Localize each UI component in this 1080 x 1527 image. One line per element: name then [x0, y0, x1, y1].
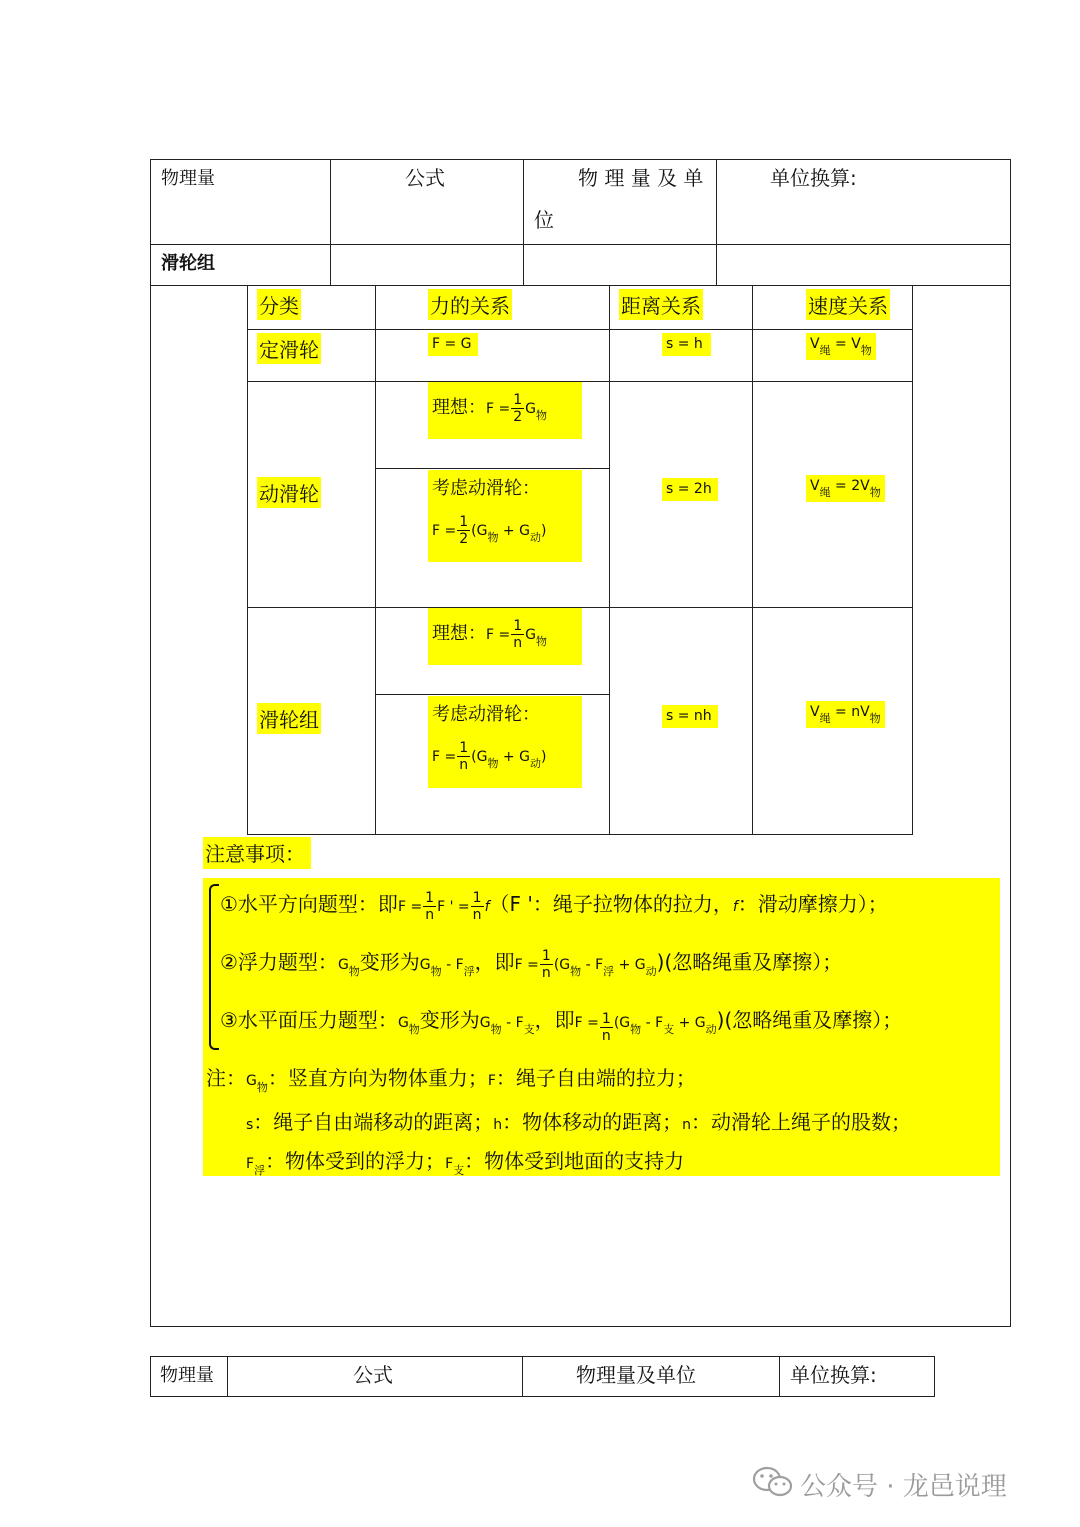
definition-line-2: s：绳子自由端移动的距离；h：物体移动的距离；n：动滑轮上绳子的股数；	[246, 1110, 912, 1134]
pulley-block-ideal-force: 理想：F = $\frac{1}{n}$ $G_物$	[428, 608, 582, 665]
pulley-block-real-force: 考虑动滑轮： F = $\frac{1}{n}$ $(G_物 + G_动)$	[428, 696, 582, 788]
fixed-pulley-speed: $V_绳 = V_物$	[806, 333, 876, 360]
header-quantity-unit-line2: 位	[534, 208, 554, 232]
movable-pulley-real-force: 考虑动滑轮： F = $\frac{1}{2}$ $(G_物 + G_动)$	[428, 470, 582, 562]
bottom-header-formula: 公式	[353, 1363, 393, 1387]
header-quantity: 物理量	[161, 168, 215, 189]
col-header-category: 分类	[257, 289, 301, 320]
wechat-icon	[752, 1465, 794, 1499]
col-header-speed: 速度关系	[806, 289, 890, 320]
pulley-block-speed: $V_绳 = nV_物$	[806, 701, 885, 728]
definition-line-3: $F_浮$：物体受到的浮力；$F_支$：物体受到地面的支持力	[246, 1149, 685, 1177]
bottom-header-conversion: 单位换算:	[790, 1363, 877, 1387]
fixed-pulley-distance: s = h	[662, 333, 711, 356]
fixed-pulley-label: 定滑轮	[257, 333, 321, 364]
definition-line-1: 注：$G_物$：竖直方向为物体重力；F：绳子自由端的拉力；	[206, 1066, 696, 1094]
movable-pulley-ideal-force: 理想：F = $\frac{1}{2}$ $G_物$	[428, 382, 582, 439]
bottom-header-quantity: 物理量	[160, 1365, 214, 1386]
note-item-1: ①水平方向题型：即F = $\frac{1}{n}$ F ' = $\frac{1}{n}$ f（F '：绳子拉物体的拉力，f：滑动摩擦力）；	[220, 890, 888, 923]
notes-box	[203, 878, 1000, 1176]
movable-pulley-distance: s = 2h	[662, 478, 718, 501]
notes-title: 注意事项：	[203, 837, 311, 869]
brace-icon	[209, 884, 219, 1050]
col-header-force: 力的关系	[428, 289, 512, 320]
fixed-pulley-force: F = G	[428, 333, 478, 356]
movable-pulley-speed: $V_绳 = 2V_物$	[806, 475, 885, 502]
watermark	[752, 1462, 1047, 1502]
movable-pulley-label: 动滑轮	[257, 477, 321, 508]
header-quantity-unit-line1: 物 理 量 及 单	[578, 166, 704, 190]
header-formula: 公式	[405, 166, 445, 190]
note-item-3: ③水平面压力题型：$G_物$变形为$G_物 - F_支$，即F = $\frac{1}{n}$ $(G_物 - F_支 + G_动)$(忽略绳重及摩擦）；	[220, 1008, 903, 1044]
header-conversion: 单位换算:	[770, 166, 857, 190]
bottom-header-quantity-unit: 物理量及单位	[576, 1363, 696, 1387]
pulley-block-label: 滑轮组	[257, 703, 321, 734]
note-item-2: ②浮力题型：$G_物$变形为$G_物 - F_浮$，即F = $\frac{1}{n}$ $(G_物 - F_浮 + G_动)$(忽略绳重及摩擦）；	[220, 948, 843, 981]
col-header-distance: 距离关系	[619, 289, 703, 320]
watermark-text: 公众号 · 龙邑说理	[800, 1472, 1007, 1502]
row-label-pulley-block: 滑轮组	[161, 253, 215, 274]
pulley-block-distance: s = nh	[662, 705, 718, 728]
